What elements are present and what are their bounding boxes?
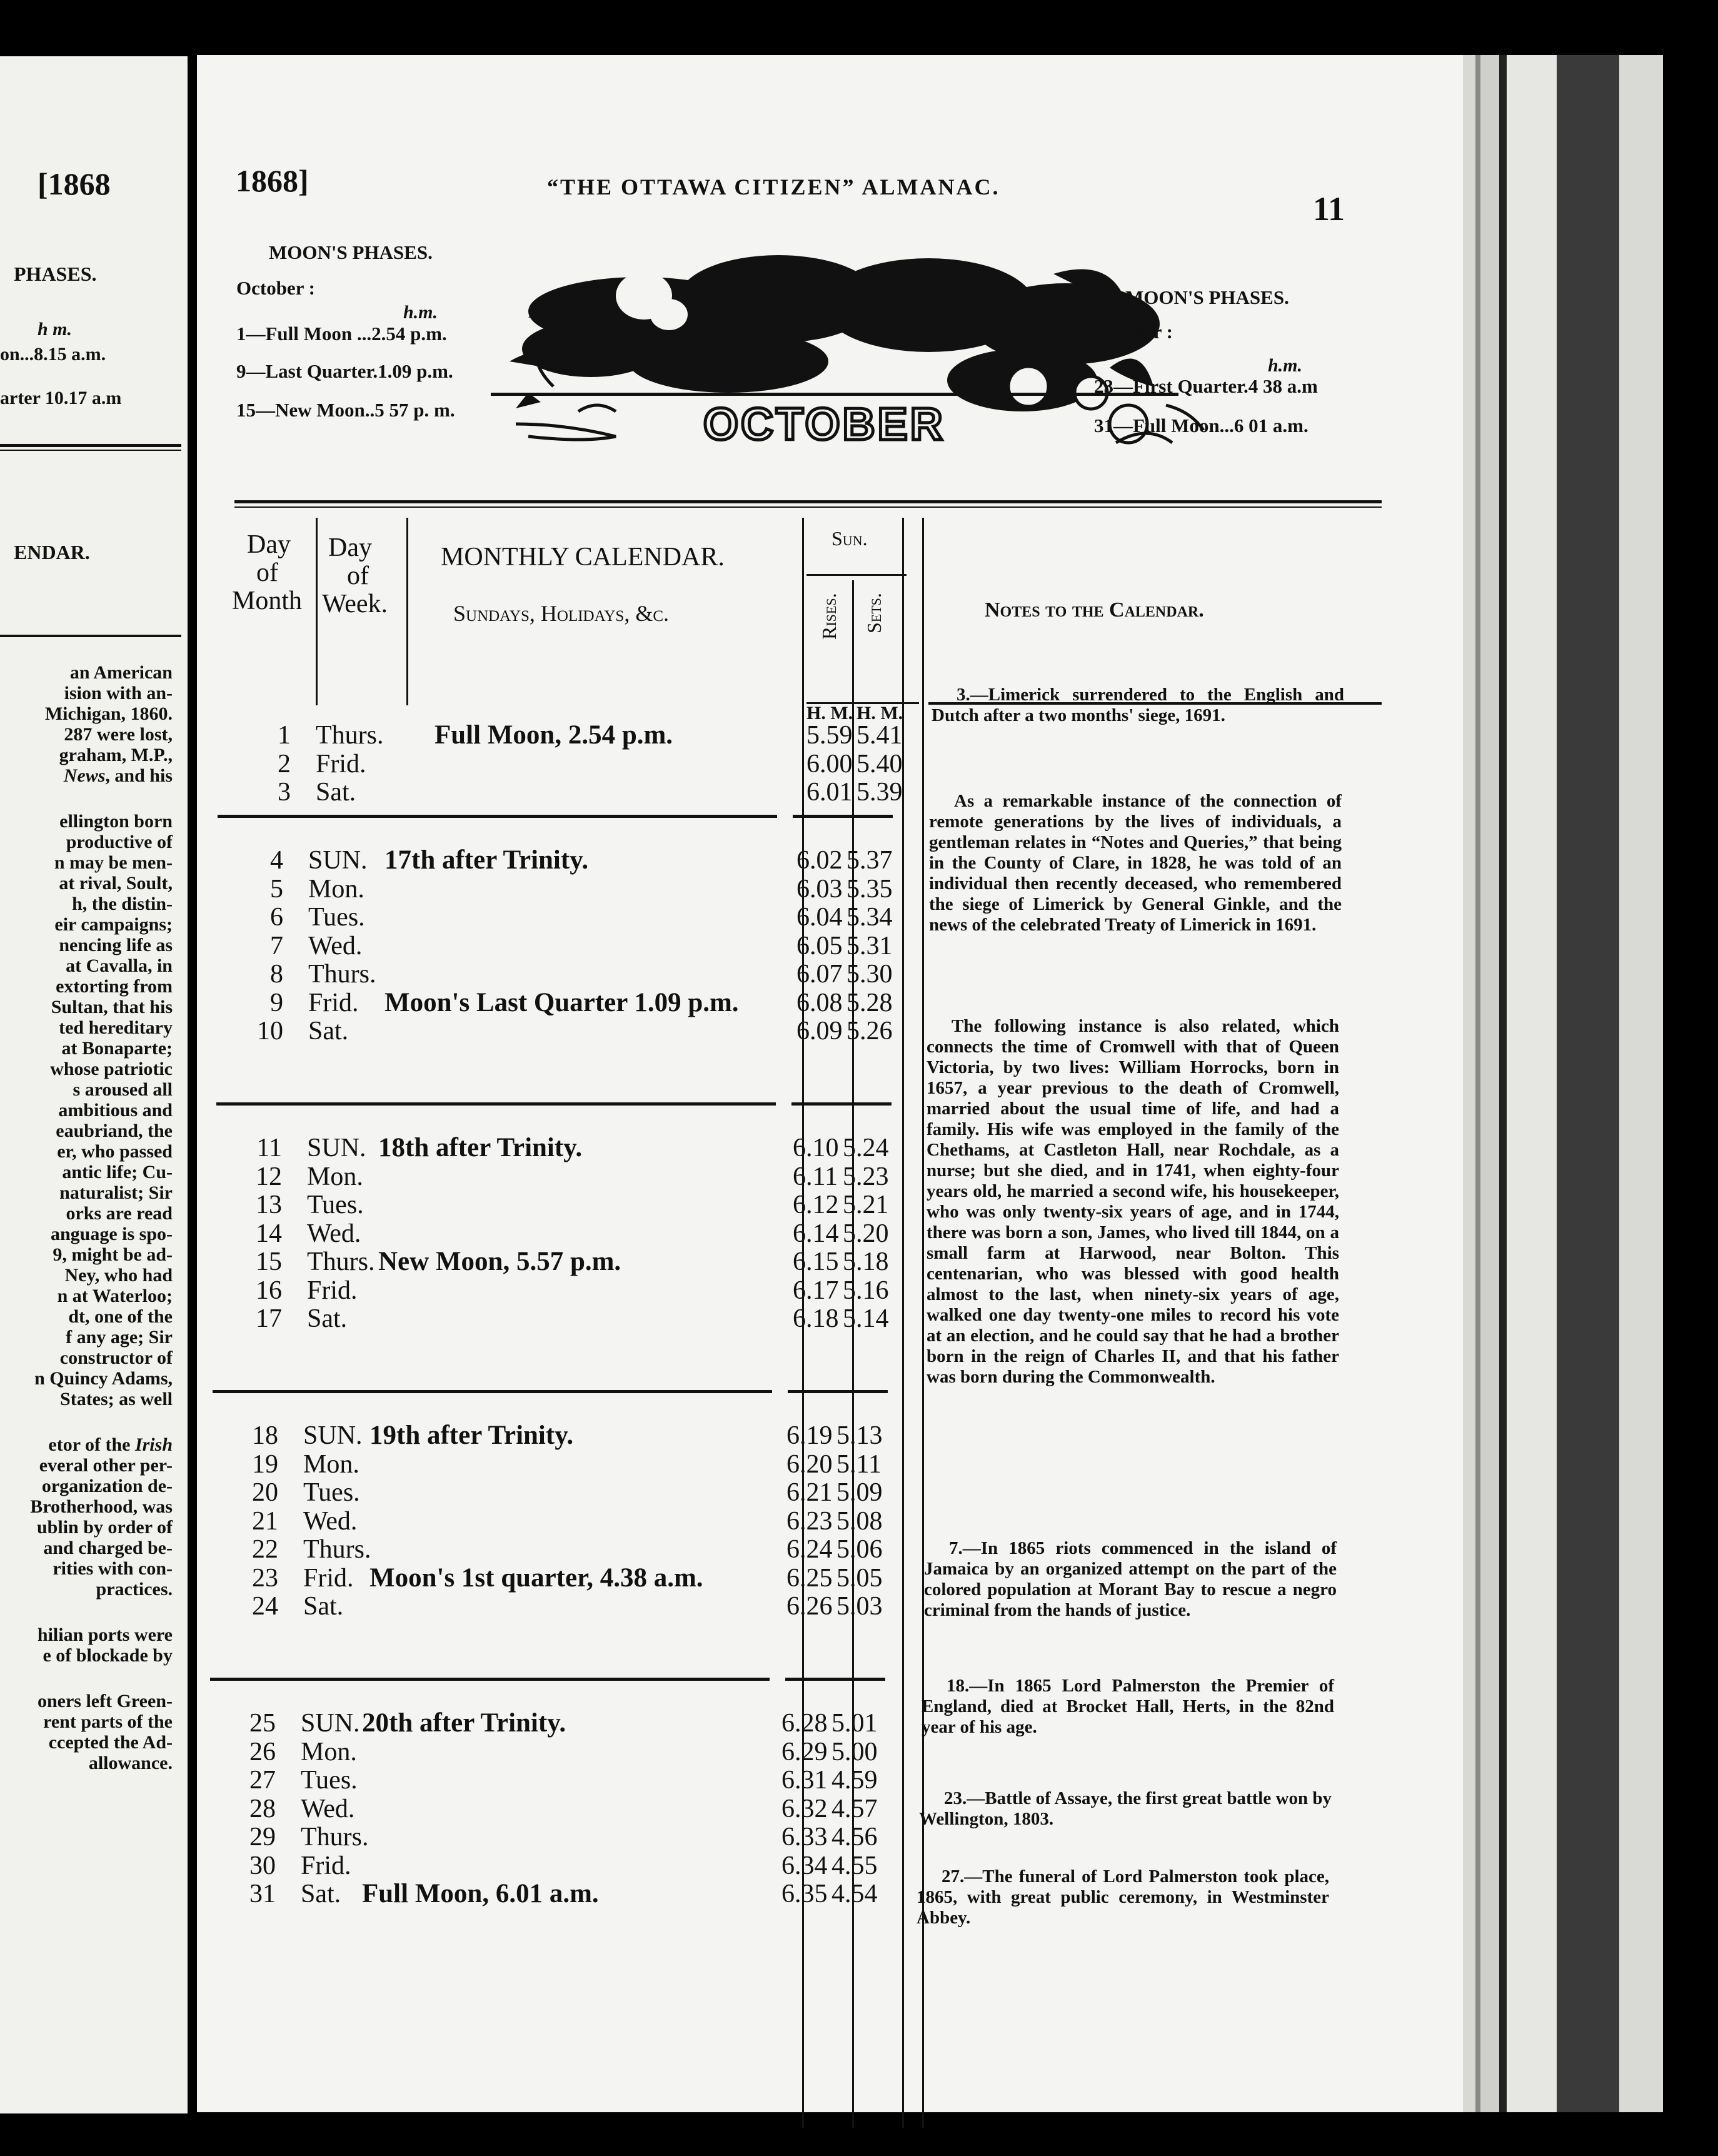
facing-page-text-line: s aroused all xyxy=(73,1079,173,1100)
sunrise-cell: 6.17 xyxy=(793,1276,839,1305)
facing-page-text-line: ambitious and xyxy=(58,1100,173,1121)
day-of-week-cell: Wed. xyxy=(303,1506,358,1536)
calendar-note xyxy=(929,791,1342,935)
col-header-day-of-month: Day xyxy=(247,530,291,559)
day-of-month-cell: 4 xyxy=(270,846,283,875)
sunrise-cell: 6.31 xyxy=(781,1766,828,1795)
day-of-week-cell: Tues. xyxy=(308,903,365,932)
sunset-cell: 4.56 xyxy=(831,1823,878,1851)
calendar-event-cell: 18th after Trinity. xyxy=(378,1133,583,1162)
facing-page-rule xyxy=(0,444,181,447)
phase-line: 31—Full Moon...6 01 a.m. xyxy=(1094,415,1309,436)
day-of-week-cell: SUN. xyxy=(301,1709,360,1738)
day-of-week-cell: Mon. xyxy=(308,874,364,904)
sunrise-cell: 6.28 xyxy=(781,1709,828,1738)
facing-page-text-line: graham, M.P., xyxy=(59,745,173,765)
sunset-cell: 5.30 xyxy=(846,960,893,989)
facing-page-text-line: 287 were lost, xyxy=(64,724,173,745)
sunset-cell: 5.13 xyxy=(836,1421,883,1450)
day-of-week-cell: Tues. xyxy=(301,1766,358,1795)
day-of-month-cell: 30 xyxy=(249,1851,276,1880)
day-of-month-cell: 16 xyxy=(256,1276,282,1305)
day-of-week-cell: SUN. xyxy=(308,846,368,875)
phases-right-month: October : xyxy=(1094,321,1173,343)
sunrise-cell: 6.20 xyxy=(786,1449,833,1479)
facing-page-phases-title: PHASES. xyxy=(14,263,97,285)
sunrise-cell: 6.35 xyxy=(781,1880,828,1908)
facing-page-text-line: Sultan, that his xyxy=(51,997,173,1017)
sunset-cell: 4.59 xyxy=(831,1766,878,1795)
day-of-month-cell: 10 xyxy=(257,1017,283,1045)
facing-page-text-line: rent parts of the xyxy=(43,1711,173,1732)
day-of-week-cell: Thurs. xyxy=(308,960,376,989)
day-of-week-cell: Mon. xyxy=(303,1449,359,1479)
facing-page-text-line: antic life; Cu- xyxy=(62,1162,173,1182)
sunset-cell: 5.11 xyxy=(836,1449,882,1479)
facing-page-text-line: ted hereditary xyxy=(59,1017,173,1038)
sunset-cell: 5.20 xyxy=(843,1219,889,1248)
sunset-cell: 5.41 xyxy=(856,721,903,750)
header-rule xyxy=(234,500,1382,503)
facing-page-text-line: h, the distin- xyxy=(72,894,173,914)
sunrise-cell: 6.15 xyxy=(793,1247,839,1276)
facing-page-text-line: etor of the Irish xyxy=(48,1434,173,1455)
facing-page-text-line: eaubriand, the xyxy=(56,1121,173,1141)
sunrise-cell: 6.33 xyxy=(781,1823,828,1851)
day-of-month-cell: 28 xyxy=(249,1794,276,1823)
facing-page-text-line: everal other per- xyxy=(39,1455,173,1476)
facing-page-text-line: rities with con- xyxy=(53,1558,173,1579)
phases-left-hm: h.m. xyxy=(403,302,438,323)
col-header-day-of-month: of xyxy=(256,558,278,587)
phase-line: 15—New Moon..5 57 p. m. xyxy=(236,399,455,421)
day-of-month-cell: 7 xyxy=(270,931,283,960)
facing-page-text-line: at Bonaparte; xyxy=(61,1038,173,1059)
sunrise-cell: 6.07 xyxy=(796,960,843,989)
sunset-cell: 5.35 xyxy=(846,874,893,904)
sunset-cell: 5.09 xyxy=(836,1478,883,1507)
phases-left-title: MOON'S PHASES. xyxy=(269,241,433,263)
day-of-month-cell: 22 xyxy=(252,1535,278,1564)
sunrise-cell: 6.03 xyxy=(796,874,843,904)
day-of-month-cell: 5 xyxy=(270,874,283,904)
sunset-cell: 5.28 xyxy=(846,988,893,1017)
facing-page-phase-line: on...8.15 a.m. xyxy=(0,344,106,365)
col-header-day-of-week: of xyxy=(347,562,369,590)
week-separator-rule xyxy=(216,1102,776,1106)
day-of-month-cell: 17 xyxy=(256,1304,282,1333)
page-number: 11 xyxy=(1313,190,1345,228)
calendar-note-text: 7.—In 1865 riots commenced in the island of Jamaica by an organized attempt on the part of the colored population at Morant Bay to rescue a negro criminal from the hands of justice. xyxy=(924,1538,1337,1620)
facing-page-text-line: er, who passed xyxy=(57,1141,173,1162)
day-of-week-cell: Sat. xyxy=(307,1304,348,1333)
facing-page-phase-line: arter 10.17 a.m xyxy=(0,388,122,408)
facing-page-text-line: practices. xyxy=(96,1579,173,1599)
day-of-week-cell: Tues. xyxy=(307,1191,364,1219)
facing-page-text-line: n Quincy Adams, xyxy=(34,1368,173,1389)
sunset-cell: 5.05 xyxy=(836,1563,883,1593)
day-of-week-cell: Thurs. xyxy=(301,1823,369,1851)
sunrise-cell: 6.11 xyxy=(793,1162,838,1191)
page-year: 1868] xyxy=(236,163,309,198)
facing-page-fragment xyxy=(0,56,188,2113)
sunrise-cell: 6.12 xyxy=(793,1191,839,1219)
day-of-week-cell: SUN. xyxy=(307,1134,366,1162)
calendar-event-cell: 19th after Trinity. xyxy=(369,1421,574,1450)
sunset-cell: 5.21 xyxy=(843,1191,889,1219)
day-of-month-cell: 20 xyxy=(252,1478,278,1507)
banner-month-label: OCTOBER xyxy=(703,400,945,450)
sunrise-cell: 6.32 xyxy=(781,1794,828,1823)
calendar-event-cell: Moon's 1st quarter, 4.38 a.m. xyxy=(369,1563,703,1593)
day-of-month-cell: 3 xyxy=(278,778,291,807)
sunset-cell: 5.01 xyxy=(831,1709,878,1738)
facing-page-text-line: ision with an- xyxy=(64,683,173,703)
sunset-cell: 5.18 xyxy=(843,1247,889,1276)
calendar-event-cell: Full Moon, 2.54 p.m. xyxy=(435,720,673,750)
almanac-page xyxy=(197,55,1472,2112)
facing-page-text-line: News, and his xyxy=(63,765,173,786)
calendar-event-cell: Moon's Last Quarter 1.09 p.m. xyxy=(384,987,739,1017)
calendar-note-text: The following instance is also related, which connects the time of Cromwell with that of Queen Victoria, by two lives: William Horrocks, born in 1657, a year previous to the death of Cromwell, married about the usual time of life, and had a family. His wife was employed in the family of the Chethams, at Castleton Hall, near Rochdale, as a nurse; but she died, and in 1741, when eighty-four years old, he married a second wife, his housekeeper, who was only twenty-six years of age, and in 1744, there was born a son, James, who lived till 1844, on a small farm at Harwood, near Bolton. This centenarian, who was blessed with good health almost to the last, when ninety-six years of age, walked one day twenty-one miles to record his vote at an election, and he could say that he had a brother born in the reign of Charles II, and that his father was born during the Commonwealth. xyxy=(927,1016,1339,1387)
sunrise-cell: 6.23 xyxy=(786,1506,833,1536)
facing-page-text-line: allowance. xyxy=(88,1753,173,1773)
day-of-week-cell: SUN. xyxy=(303,1421,363,1450)
week-separator-rule xyxy=(785,1678,885,1681)
day-of-month-cell: 13 xyxy=(256,1191,282,1219)
page-edge xyxy=(1499,55,1507,2112)
facing-page-rule xyxy=(0,635,181,637)
column-divider xyxy=(406,518,408,705)
facing-page-text-line: nencing life as xyxy=(59,935,173,955)
facing-page-text-line: at rival, Soult, xyxy=(59,873,173,894)
sunrise-cell: 6.24 xyxy=(786,1535,833,1564)
calendar-note xyxy=(932,685,1344,726)
day-of-week-cell: Tues. xyxy=(303,1478,360,1507)
phase-line: 9—Last Quarter.1.09 p.m. xyxy=(236,360,453,382)
book-page-edges xyxy=(1463,55,1675,2112)
header-rule xyxy=(234,506,1382,508)
sunset-cell: 5.00 xyxy=(831,1737,878,1766)
sunrise-cell: 6.18 xyxy=(793,1304,839,1333)
day-of-month-cell: 15 xyxy=(256,1247,282,1276)
day-of-month-cell: 2 xyxy=(278,749,291,778)
sunrise-cell: 6.14 xyxy=(793,1219,839,1248)
sunset-cell: 5.34 xyxy=(846,903,893,932)
day-of-month-cell: 21 xyxy=(252,1506,278,1536)
day-of-week-cell: Frid. xyxy=(303,1563,354,1593)
sunset-cell: 5.08 xyxy=(836,1506,883,1536)
facing-page-text-line: oners left Green- xyxy=(37,1691,173,1711)
day-of-month-cell: 8 xyxy=(270,960,283,989)
sun-header-rule xyxy=(806,574,907,576)
calendar-note-text: 3.—Limerick surrendered to the English and Dutch after a two months' siege, 1691. xyxy=(932,685,1344,725)
day-of-month-cell: 29 xyxy=(249,1823,276,1851)
sunset-cell: 5.16 xyxy=(843,1276,889,1305)
sunset-cell: 5.03 xyxy=(836,1592,883,1621)
sunset-cell: 5.26 xyxy=(846,1017,893,1045)
day-of-month-cell: 12 xyxy=(256,1162,282,1191)
sunrise-cell: 6.08 xyxy=(796,988,843,1017)
day-of-month-cell: 23 xyxy=(252,1563,278,1593)
sunset-cell: 5.06 xyxy=(836,1535,883,1564)
day-of-week-cell: Sat. xyxy=(301,1880,341,1908)
col-header-rises: Rises. xyxy=(818,593,840,640)
day-of-month-cell: 26 xyxy=(249,1737,276,1766)
day-of-week-cell: Thurs. xyxy=(316,721,384,750)
week-separator-rule xyxy=(213,1390,772,1393)
facing-page-text-line: f any age; Sir xyxy=(66,1327,173,1348)
sunrise-cell: 6.19 xyxy=(786,1421,833,1450)
sunset-cell: 5.37 xyxy=(846,846,893,875)
day-of-week-cell: Thurs. xyxy=(303,1535,371,1564)
col-header-sets: Sets. xyxy=(863,593,885,633)
sunset-cell: 5.14 xyxy=(843,1304,889,1333)
hm-label-rises: H. M. xyxy=(806,703,853,723)
facing-page-year: [1868 xyxy=(38,166,111,201)
calendar-note-text: 27.—The funeral of Lord Palmerston took place, 1865, with great public ceremony, in Westminster Abbey. xyxy=(917,1866,1329,1928)
sunrise-cell: 6.00 xyxy=(806,749,853,778)
page-edge xyxy=(1475,55,1480,2112)
day-of-week-cell: Frid. xyxy=(301,1851,351,1880)
day-of-week-cell: Sat. xyxy=(308,1017,349,1045)
facing-page-text-line: Ney, who had xyxy=(64,1265,173,1286)
facing-page-text-line: eir campaigns; xyxy=(54,914,173,935)
facing-page-text-line: dt, one of the xyxy=(68,1306,173,1327)
col-header-calendar-subtitle: Sundays, Holidays, &c. xyxy=(453,601,669,626)
sunrise-cell: 6.26 xyxy=(786,1592,833,1621)
day-of-month-cell: 1 xyxy=(278,721,291,750)
sunset-cell: 5.40 xyxy=(856,749,903,778)
column-divider xyxy=(316,518,318,705)
facing-page-text-line: whose patriotic xyxy=(50,1059,173,1079)
day-of-month-cell: 24 xyxy=(252,1592,278,1621)
col-header-notes: Notes to the Calendar. xyxy=(985,598,1204,622)
facing-page-text-line: n may be men- xyxy=(54,852,173,873)
october-banner-ornament xyxy=(491,236,1310,511)
page-edge xyxy=(1619,55,1663,2112)
facing-page-phases-hm: h m. xyxy=(38,319,73,340)
sunrise-cell: 6.02 xyxy=(796,846,843,875)
facing-page-text-line: extorting from xyxy=(56,976,173,997)
facing-page-text-line: Michigan, 1860. xyxy=(44,703,173,724)
facing-page-text-line: ccepted the Ad- xyxy=(48,1732,173,1753)
day-of-month-cell: 6 xyxy=(270,903,283,932)
sunset-cell: 5.24 xyxy=(843,1134,889,1162)
calendar-note xyxy=(922,1676,1334,1738)
calendar-note-text: 18.—In 1865 Lord Palmerston the Premier of England, died at Brocket Hall, Herts, in the 82nd year of his age. xyxy=(922,1676,1334,1737)
calendar-event-cell: 20th after Trinity. xyxy=(362,1708,566,1738)
facing-page-text-line: at Cavalla, in xyxy=(66,955,173,976)
col-header-day-of-week: Week. xyxy=(322,590,388,618)
calendar-event-cell: Full Moon, 6.01 a.m. xyxy=(362,1879,599,1908)
page-title: “THE OTTAWA CITIZEN” ALMANAC. xyxy=(547,174,1000,199)
facing-page-text-line: States; as well xyxy=(60,1389,173,1409)
facing-page-text-line: Brotherhood, was xyxy=(30,1496,173,1517)
facing-page-text-line: and charged be- xyxy=(43,1538,173,1558)
sunset-cell: 4.55 xyxy=(831,1851,878,1880)
facing-page-text-line: anguage is spo- xyxy=(50,1224,173,1244)
phases-right-title: MOON'S PHASES. xyxy=(1125,286,1289,308)
day-of-month-cell: 25 xyxy=(249,1709,276,1738)
sunrise-cell: 6.04 xyxy=(796,903,843,932)
facing-page-text-line: e of blockade by xyxy=(43,1645,173,1666)
facing-page-text-line: hilian ports were xyxy=(37,1625,173,1645)
phases-left-month: October : xyxy=(236,277,315,299)
sunrise-cell: 6.01 xyxy=(806,778,853,807)
phases-right-hm: h.m. xyxy=(1268,355,1303,376)
day-of-month-cell: 31 xyxy=(249,1880,276,1908)
phase-line: 23—First Quarter.4 38 a.m xyxy=(1094,375,1318,397)
day-of-week-cell: Sat. xyxy=(316,778,356,807)
sunrise-cell: 6.10 xyxy=(793,1134,839,1162)
facing-page-text-line: n at Waterloo; xyxy=(57,1286,173,1306)
day-of-week-cell: Mon. xyxy=(301,1737,357,1766)
day-of-month-cell: 9 xyxy=(270,988,283,1017)
calendar-event-cell: 17th after Trinity. xyxy=(384,845,589,875)
week-separator-rule xyxy=(210,1678,770,1681)
day-of-month-cell: 27 xyxy=(249,1766,276,1795)
calendar-note xyxy=(924,1538,1337,1621)
sunrise-cell: 6.05 xyxy=(796,931,843,960)
sunrise-cell: 6.21 xyxy=(786,1478,833,1507)
col-header-day-of-month: Month xyxy=(232,587,303,615)
sunrise-cell: 6.09 xyxy=(796,1017,843,1045)
day-of-week-cell: Frid. xyxy=(308,988,359,1017)
calendar-note-text: 23.—Battle of Assaye, the first great battle won by Wellington, 1803. xyxy=(919,1788,1332,1829)
day-of-week-cell: Frid. xyxy=(316,749,366,778)
facing-page-text-line: organization de- xyxy=(41,1476,173,1496)
facing-page-text-line: naturalist; Sir xyxy=(59,1182,173,1203)
page-edge xyxy=(1463,55,1475,2112)
hm-label-sets: H. M. xyxy=(856,703,903,723)
facing-page-text-line: an American xyxy=(69,662,173,683)
facing-page-text-line: 9, might be ad- xyxy=(53,1244,173,1265)
sunrise-cell: 6.29 xyxy=(781,1737,828,1766)
day-of-week-cell: Sat. xyxy=(303,1592,344,1621)
facing-page-text-line: orks are read xyxy=(66,1203,173,1224)
sunset-cell: 4.54 xyxy=(831,1880,878,1908)
day-of-week-cell: Mon. xyxy=(307,1162,363,1191)
day-of-month-cell: 18 xyxy=(252,1421,278,1450)
week-separator-rule xyxy=(791,1102,892,1106)
facing-page-text-line: ellington born xyxy=(59,811,173,832)
sunset-cell: 4.57 xyxy=(831,1794,878,1823)
phase-line: 1—Full Moon ...2.54 p.m. xyxy=(236,323,447,345)
sunrise-cell: 5.59 xyxy=(806,721,853,750)
col-header-sun: Sun. xyxy=(831,527,868,550)
calendar-note xyxy=(919,1788,1332,1830)
day-of-month-cell: 14 xyxy=(256,1219,282,1248)
facing-page-rule xyxy=(0,450,181,451)
day-of-week-cell: Wed. xyxy=(301,1794,355,1823)
sunset-cell: 5.31 xyxy=(846,931,893,960)
page-edge xyxy=(1480,55,1499,2112)
sunset-cell: 5.23 xyxy=(843,1162,889,1191)
sunrise-cell: 6.25 xyxy=(786,1563,833,1593)
week-separator-rule xyxy=(788,1390,888,1393)
day-of-month-cell: 11 xyxy=(256,1134,282,1162)
page-edge xyxy=(1557,55,1619,2112)
week-separator-rule xyxy=(218,815,777,818)
page-edge xyxy=(1507,55,1557,2112)
facing-page-text-line: productive of xyxy=(66,832,173,852)
calendar-note xyxy=(917,1866,1329,1928)
sunrise-cell: 6.34 xyxy=(781,1851,828,1880)
week-separator-rule xyxy=(793,815,893,818)
day-of-month-cell: 19 xyxy=(252,1449,278,1479)
calendar-note-text: As a remarkable instance of the connection of remote generations by the lives of individuals, a gentleman relates in “Notes and Queries,” that being in the County of Clare, in 1828, he was told of an individual then recently deceased, who remembered the siege of Limerick by General Ginkle, and the news of the celebrated Treaty of Limerick in 1691. xyxy=(929,791,1342,935)
facing-page-text-line: ublin by order of xyxy=(37,1517,173,1538)
day-of-week-cell: Thurs. xyxy=(307,1247,375,1276)
day-of-week-cell: Wed. xyxy=(308,931,363,960)
sunset-cell: 5.39 xyxy=(856,778,903,807)
col-header-day-of-week: Day xyxy=(328,533,372,562)
facing-page-calendar-title: ENDAR. xyxy=(14,541,90,563)
facing-page-text-line: constructor of xyxy=(59,1348,173,1368)
calendar-event-cell: New Moon, 5.57 p.m. xyxy=(378,1247,621,1276)
calendar-note xyxy=(927,1016,1339,1388)
day-of-week-cell: Wed. xyxy=(307,1219,361,1248)
day-of-week-cell: Frid. xyxy=(307,1276,358,1305)
col-header-calendar-title: MONTHLY CALENDAR. xyxy=(441,543,725,572)
